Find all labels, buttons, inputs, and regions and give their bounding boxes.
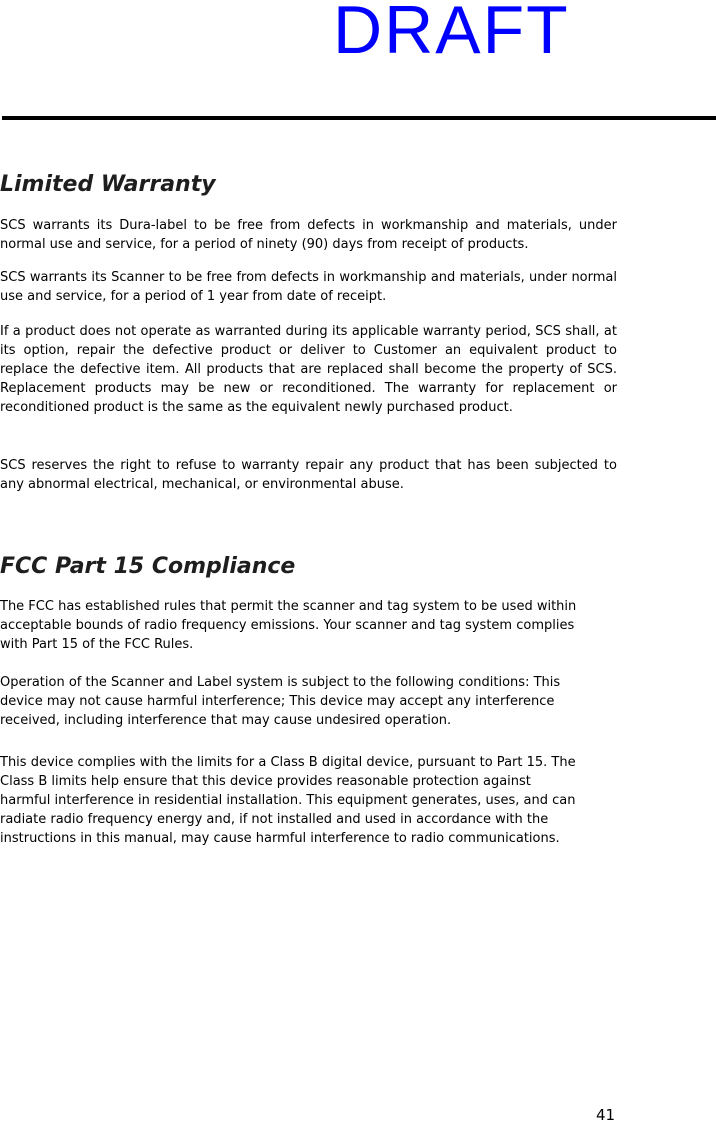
warranty-paragraph: SCS warrants its Dura-label to be free from defects in workmanship and materials, under normal use and service, for a period of ninety (90) days from receipt of products. [0, 218, 617, 252]
fcc-paragraph: The FCC has established rules that permit the scanner and tag system to be used within acceptable bounds of radio frequency emissions. Your scanner and tag system complies with Part 15 of the FCC Rules. [0, 599, 577, 652]
draft-watermark: DRAFT [333, 0, 570, 68]
header-rule [2, 116, 716, 120]
limited-warranty-heading: Limited Warranty [0, 172, 216, 197]
warranty-paragraph: If a product does not operate as warranted during its applicable warranty period, SCS shall, at its option, repair the defective product or deliver to Customer an equivalent product to replace the defective item. All products that are replaced shall become the property of SCS. Replacement products may be new or reconditioned. The warranty for replacement or reconditioned product is the same as the equivalent newly purchased product. [0, 324, 617, 415]
fcc-compliance-heading: FCC Part 15 Compliance [0, 554, 296, 579]
warranty-paragraph: SCS warrants its Scanner to be free from defects in workmanship and materials, under normal use and service, for a period of 1 year from date of receipt. [0, 270, 617, 304]
fcc-paragraph: Operation of the Scanner and Label system is subject to the following conditions: This device may not cause harmful interference; This device may accept any interference received, including interference that may cause undesired operation. [0, 675, 561, 728]
page-number: 41 [596, 1106, 616, 1124]
fcc-paragraph: This device complies with the limits for a Class B digital device, pursuant to Part 15. The Class B limits help ensure that this device provides reasonable protection against harmful interference in residential installation. This equipment generates, uses, and can radiate radio frequency energy and, if not installed and used in accordance with the instructions in this manual, may cause harmful interference to radio communications. [0, 755, 576, 846]
warranty-paragraph: SCS reserves the right to refuse to warranty repair any product that has been subjected to any abnormal electrical, mechanical, or environmental abuse. [0, 458, 617, 492]
